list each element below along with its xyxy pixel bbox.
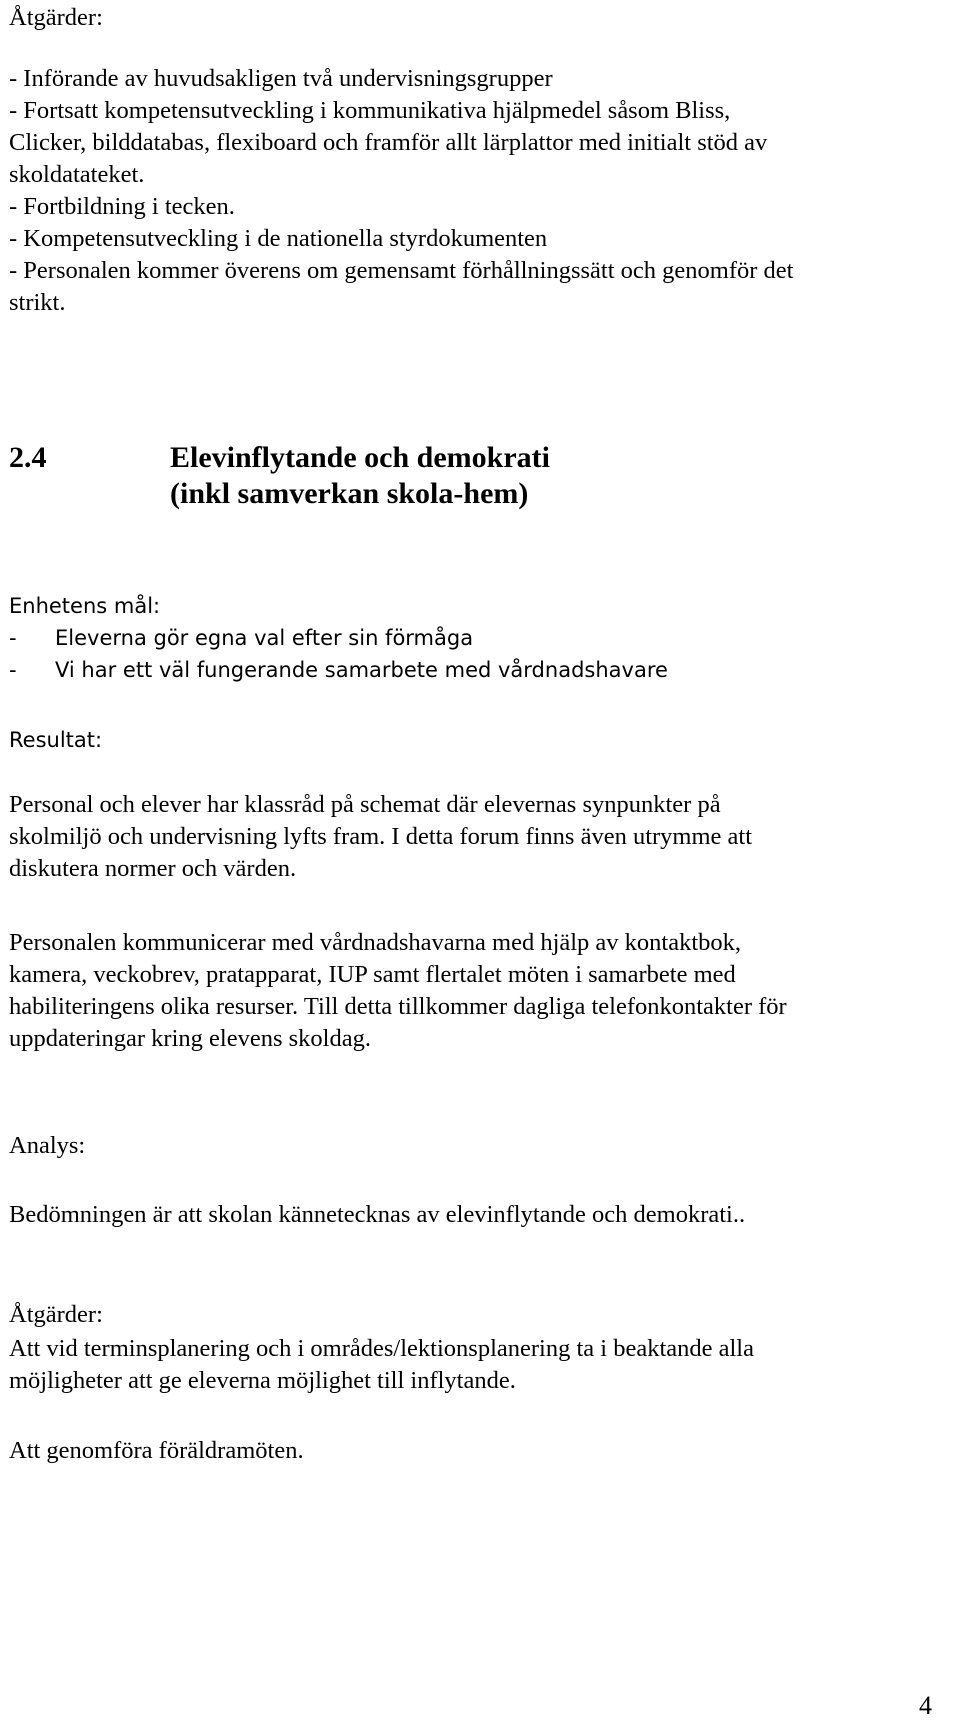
- actions-line: - Införande av huvudsakligen två undervisningsgrupper: [9, 65, 553, 92]
- actions2-paragraph-2: [9, 1435, 940, 1467]
- section-title-line: Elevinflytande och demokrati: [170, 441, 550, 474]
- goal-dash: -: [9, 658, 17, 682]
- actions-list-1: [9, 63, 940, 319]
- result-line: skolmiljö och undervisning lyfts fram. I detta forum finns även utrymme att: [9, 823, 753, 850]
- actions-section-2: [9, 1299, 940, 1331]
- section-number: 2.4: [9, 441, 47, 474]
- result-paragraph-1: [9, 789, 940, 885]
- actions-line: strikt.: [9, 289, 66, 316]
- actions2-paragraph-1: [9, 1333, 940, 1397]
- section-title: [170, 440, 550, 512]
- result-line: Personalen kommunicerar med vårdnadshavarna med hjälp av kontaktbok,: [9, 929, 742, 956]
- result-line: habiliteringens olika resurser. Till detta tillkommer dagliga telefonkontakter för: [9, 993, 787, 1020]
- goal-text: Vi har ett väl fungerande samarbete med vårdnadshavare: [55, 658, 668, 682]
- actions-line: - Fortbildning i tecken.: [9, 193, 235, 220]
- actions-line: - Kompetensutveckling i de nationella styrdokumenten: [9, 225, 548, 252]
- section-title-line: (inkl samverkan skola-hem): [170, 477, 529, 510]
- actions-heading-2: Åtgärder:: [9, 1301, 103, 1328]
- goal-text: Eleverna gör egna val efter sin förmåga: [55, 626, 474, 650]
- analysis-heading-block: [9, 1130, 940, 1162]
- analysis-text: Bedömningen är att skolan kännetecknas av elevinflytande och demokrati..: [9, 1201, 746, 1228]
- result-line: Personal och elever har klassråd på schemat där elevernas synpunkter på: [9, 791, 721, 818]
- goal-dash: -: [9, 626, 17, 650]
- actions-line: Clicker, bilddatabas, flexiboard och framför allt lärplattor med initialt stöd av: [9, 129, 768, 156]
- result-line: kamera, veckobrev, pratapparat, IUP samt flertalet möten i samarbete med: [9, 961, 736, 988]
- result-paragraph-2: [9, 927, 940, 1055]
- goal-item: [9, 654, 940, 686]
- result-line: uppdateringar kring elevens skoldag.: [9, 1025, 371, 1052]
- actions-heading-1: Åtgärder:: [9, 4, 103, 31]
- actions-line: - Personalen kommer överens om gemensamt förhållningssätt och genomför det: [9, 257, 794, 284]
- actions-line: - Fortsatt kompetensutveckling i kommunikativa hjälpmedel såsom Bliss,: [9, 97, 731, 124]
- actions-line: skoldatateket.: [9, 161, 145, 188]
- result-heading-block: [9, 724, 940, 756]
- actions2-line: Att vid terminsplanering och i områdes/lektionsplanering ta i beaktande alla: [9, 1335, 754, 1362]
- analysis-text-block: [9, 1199, 940, 1231]
- goal-item: [9, 622, 940, 654]
- goals-heading: Enhetens mål:: [9, 594, 161, 618]
- result-line: diskutera normer och värden.: [9, 855, 297, 882]
- actions2-line: möjligheter att ge eleverna möjlighet till inflytande.: [9, 1367, 516, 1394]
- result-heading: Resultat:: [9, 728, 103, 752]
- page-number: 4: [919, 1691, 932, 1720]
- goals-section: [9, 590, 940, 686]
- actions-section-1: [9, 2, 940, 34]
- analysis-heading: Analys:: [9, 1132, 86, 1159]
- actions2-line: Att genomföra föräldramöten.: [9, 1437, 304, 1464]
